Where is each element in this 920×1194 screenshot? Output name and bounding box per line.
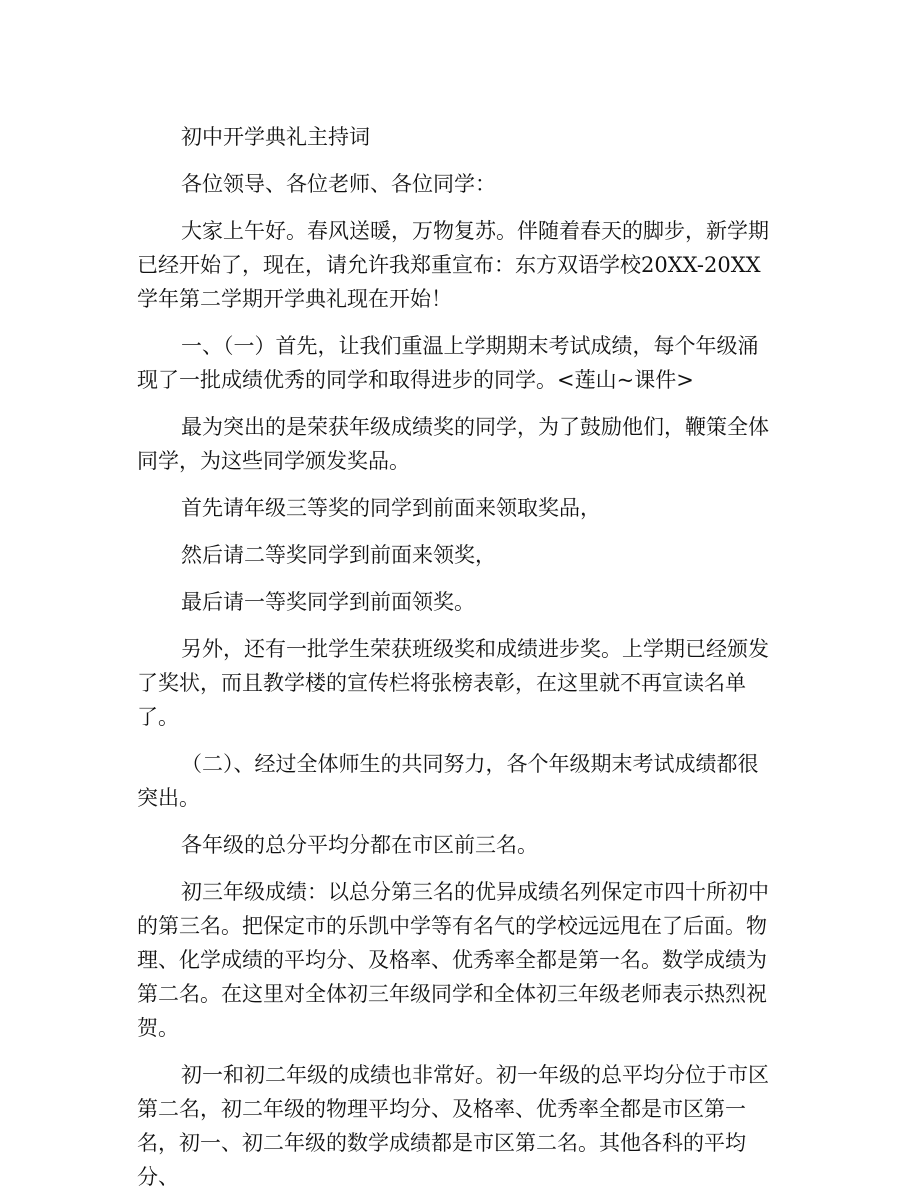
paragraph: 最后请一等奖同学到前面领奖。 [181, 590, 475, 614]
paragraph: 大家上午好。春风送暖，万物复苏。伴随着春天的脚步，新学期已经开始了，现在，请允许我郑重宣布：东方双语学校20XX-20XX学年第二学期开学典礼现在开始！ [137, 219, 769, 311]
paragraph: 首先请年级三等奖的同学到前面来领取奖品， [181, 496, 601, 520]
paragraph: 另外，还有一批学生荣获班级奖和成绩进步奖。上学期已经颁发了奖状，而且教学楼的宣传栏将张榜表彰，在这里就不再宣读名单了。 [137, 637, 769, 729]
document-title: 初中开学典礼主持词 [181, 125, 370, 149]
paragraph: （二）、经过全体师生的共同努力，各个年级期末考试成绩都很突出。 [137, 752, 759, 810]
paragraph: 各年级的总分平均分都在市区前三名。 [181, 833, 538, 857]
paragraph: 一、（一）首先，让我们重温上学期期末考试成绩，每个年级涌现了一批成绩优秀的同学和取得进步的同学。<莲山~课件> [137, 334, 759, 392]
paragraph: 初三年级成绩：以总分第三名的优异成绩名列保定市四十所初中的第三名。把保定市的乐凯中学等有名气的学校远远甩在了后面。物理、化学成绩的平均分、及格率、优秀率全都是第一名。数学成绩为第二名。在这里对全体初三年级同学和全体初三年级老师表示热烈祝贺。 [137, 880, 769, 1040]
document-body [137, 120, 777, 1194]
paragraph: 初一和初二年级的成绩也非常好。初一年级的总平均分位于市区第二名，初二年级的物理平均分、及格率、优秀率全都是市区第一名，初一、初二年级的数学成绩都是市区第二名。其他各科的平均分、 [137, 1063, 769, 1189]
salutation: 各位领导、各位老师、各位同学： [181, 172, 496, 196]
paragraph: 最为突出的是荣获年级成绩奖的同学，为了鼓励他们，鞭策全体同学，为这些同学颁发奖品。 [137, 415, 769, 473]
paragraph: 然后请二等奖同学到前面来领奖， [181, 543, 496, 567]
